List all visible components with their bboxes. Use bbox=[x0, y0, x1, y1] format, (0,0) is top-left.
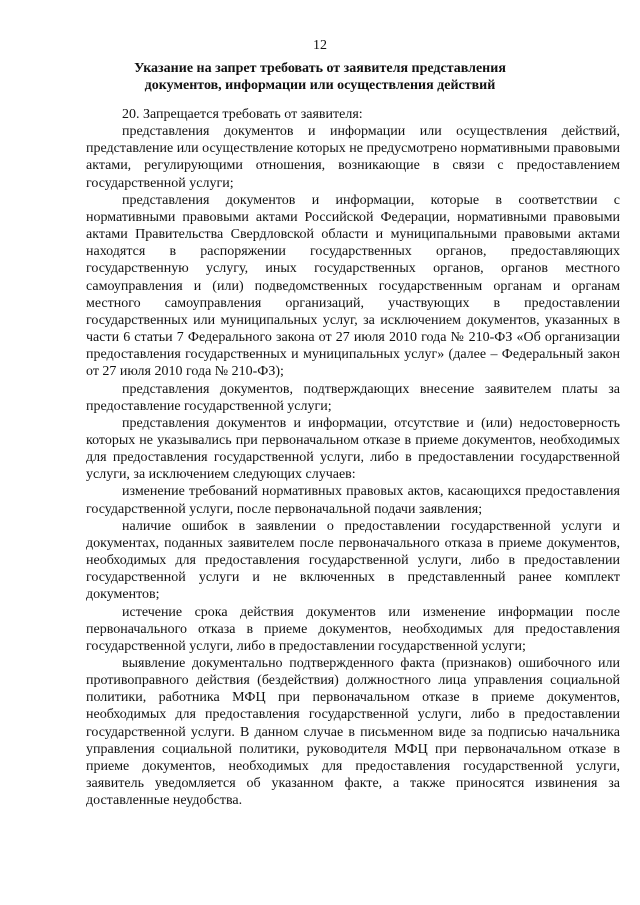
section-heading: Указание на запрет требовать от заявителя представления документов, информации или осуществления действий bbox=[134, 61, 506, 93]
paragraph: истечение срока действия документов или изменение информации после первоначального отказа в приеме документов, необходимых для предоставления государственной услуги, либо в предоставлении государственной услуги; bbox=[86, 604, 620, 654]
body-text bbox=[86, 106, 620, 809]
paragraph: представления документов и информации, отсутствие и (или) недостоверность которых не указывались при первоначальном отказе в приеме документов, необходимых для предоставления государственной услуги, либо в предоставлении государственной услуги, за исключением следующих случаев: bbox=[86, 415, 620, 483]
page-number: 12 bbox=[313, 38, 327, 53]
paragraph: представления документов, подтверждающих внесение заявителем платы за предоставление государственной услуги; bbox=[86, 381, 620, 414]
paragraph: представления документов и информации, которые в соответствии с нормативными правовыми актами Российской Федерации, нормативными правовыми актами Правительства Свердловской области и муниципальными правовыми актами находятся в распоряжении государственных органов, предоставляющих государственную услугу, иных государственных органов, органов местного самоуправления и (или) подведомственных государственным органам и органам местного самоуправления организаций, участвующих в предоставлении государственных или муниципальных услуг, за исключением документов, указанных в части 6 статьи 7 Федерального закона от 27 июля 2010 года № 210-ФЗ «Об организации предоставления государственных и муниципальных услуг» (далее – Федеральный закон от 27 июля 2010 года № 210-ФЗ); bbox=[86, 192, 620, 380]
paragraph: наличие ошибок в заявлении о предоставлении государственной услуги и документах, поданных заявителем после первоначального отказа в приеме документов, необходимых для предоставления государственной услуги, либо в предоставлении государственной услуги и не включенных в представленный ранее комплект документов; bbox=[86, 518, 620, 603]
paragraph: выявление документально подтвержденного факта (признаков) ошибочного или противоправного действия (бездействия) должностного лица управления социальной политики, работника МФЦ при первоначальном отказе в приеме документов, необходимых для предоставления государственной услуги, либо в предоставлении государственной услуги. В данном случае в письменном виде за подписью начальника управления социальной политики, руководителя МФЦ при первоначальном отказе в приеме документов, необходимых для предоставления государственной услуги, заявитель уведомляется об указанном факте, а также приносятся извинения за доставленные неудобства. bbox=[86, 656, 620, 809]
paragraph: 20. Запрещается требовать от заявителя: bbox=[122, 107, 363, 122]
paragraph: представления документов и информации или осуществления действий, представление или осуществление которых не предусмотрено нормативными правовыми актами, регулирующими отношения, возникающие в связи с предоставлением государственной услуги; bbox=[86, 124, 620, 191]
paragraph: изменение требований нормативных правовых актов, касающихся предоставления государственной услуги, после первоначальной подачи заявления; bbox=[86, 484, 620, 517]
